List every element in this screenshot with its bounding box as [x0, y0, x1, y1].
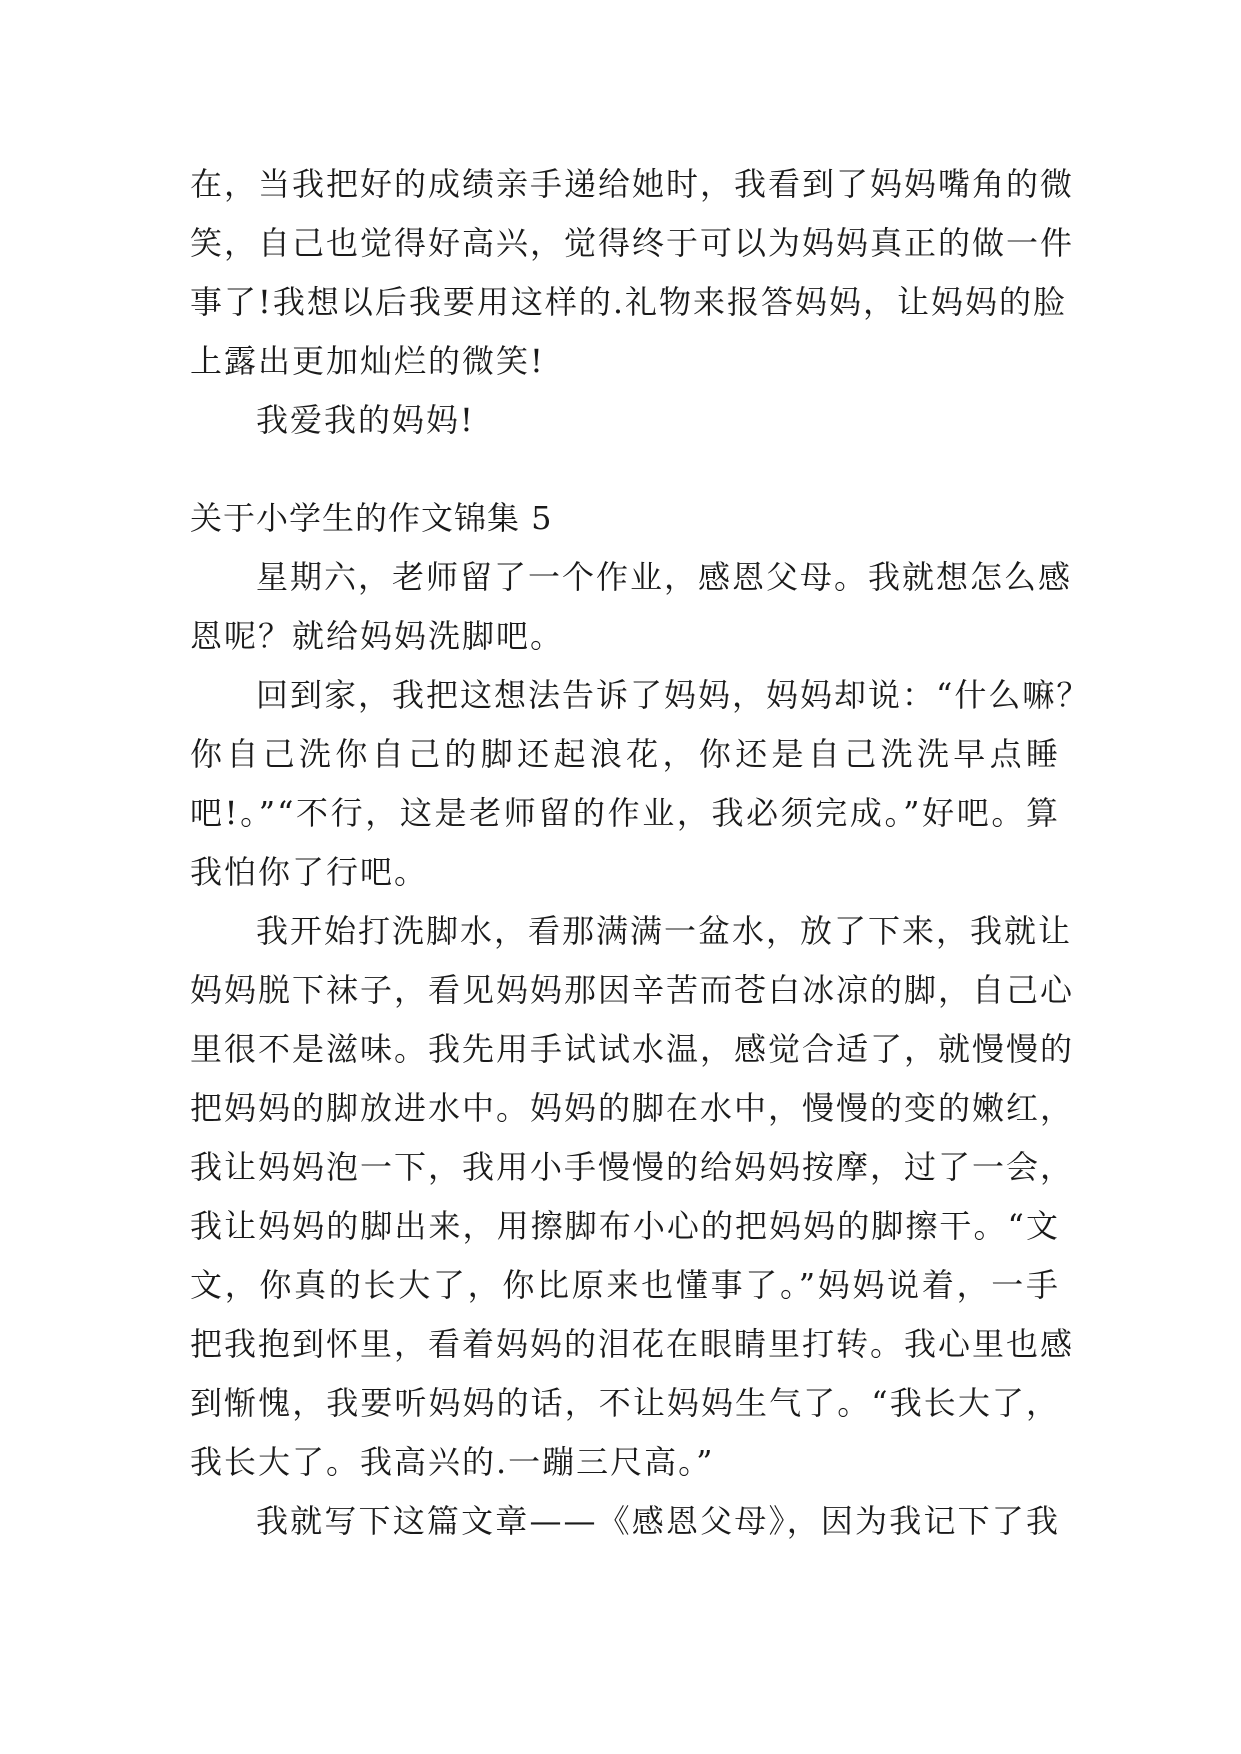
- text-line: 把妈妈的脚放进水中。妈妈的脚在水中，慢慢的变的嫩红，: [190, 1089, 1075, 1127]
- text-line: 妈妈脱下袜子，看见妈妈那因辛苦而苍白冰凉的脚，自己心: [190, 971, 1075, 1009]
- essay-paragraph-1: [190, 548, 1073, 666]
- text-line: 到惭愧，我要听妈妈的话，不让妈妈生气了。“我长大了，: [190, 1384, 1060, 1422]
- text-line: 吧!。”“不行，这是老师留的作业，我必须完成。”好吧。算: [190, 794, 1060, 832]
- text-line: 文，你真的长大了，你比原来也懂事了。”妈妈说着，一手: [190, 1266, 1060, 1304]
- essay-paragraph-4: [190, 1492, 1060, 1551]
- text-line: 我爱我的妈妈!: [256, 401, 475, 439]
- text-line: 回到家，我把这想法告诉了妈妈，妈妈却说：“什么嘛？: [256, 676, 1091, 714]
- text-line: 笑，自己也觉得好高兴，觉得终于可以为妈妈真正的做一件: [190, 224, 1075, 262]
- section-title: 关于小学生的作文锦集 5: [190, 499, 553, 537]
- text-line: 事了!我想以后我要用这样的.礼物来报答妈妈，让妈妈的脸: [190, 283, 1068, 321]
- text-line: 在，当我把好的成绩亲手递给她时，我看到了妈妈嘴角的微: [190, 165, 1075, 203]
- previous-essay-closing: [190, 391, 1060, 450]
- text-line: 把我抱到怀里，看着妈妈的泪花在眼睛里打转。我心里也感: [190, 1325, 1075, 1363]
- document-page: [190, 155, 1091, 1551]
- text-line: 上露出更加灿烂的微笑!: [190, 342, 545, 380]
- text-line: 你自己洗你自己的脚还起浪花，你还是自己洗洗早点睡: [190, 735, 1060, 773]
- text-line: 我长大了。我高兴的.一蹦三尺高。”: [190, 1443, 715, 1481]
- text-line: 我开始打洗脚水，看那满满一盆水，放了下来，我就让: [256, 912, 1073, 950]
- text-line: 星期六，老师留了一个作业，感恩父母。我就想怎么感: [256, 558, 1073, 596]
- essay-paragraph-2: [190, 666, 1091, 902]
- text-line: 里很不是滋味。我先用手试试水温，感觉合适了，就慢慢的: [190, 1030, 1075, 1068]
- essay-paragraph-3: [190, 902, 1075, 1492]
- text-line: 我就写下这篇文章——《感恩父母》，因为我记下了我: [256, 1502, 1060, 1540]
- text-line: 我让妈妈泡一下，我用小手慢慢的给妈妈按摩，过了一会，: [190, 1148, 1075, 1186]
- text-line: 恩呢？就给妈妈洗脚吧。: [190, 617, 565, 655]
- text-line: 我让妈妈的脚出来，用擦脚布小心的把妈妈的脚擦干。“文: [190, 1207, 1060, 1245]
- text-line: 我怕你了行吧。: [190, 853, 429, 891]
- previous-essay-paragraph: [190, 155, 1075, 391]
